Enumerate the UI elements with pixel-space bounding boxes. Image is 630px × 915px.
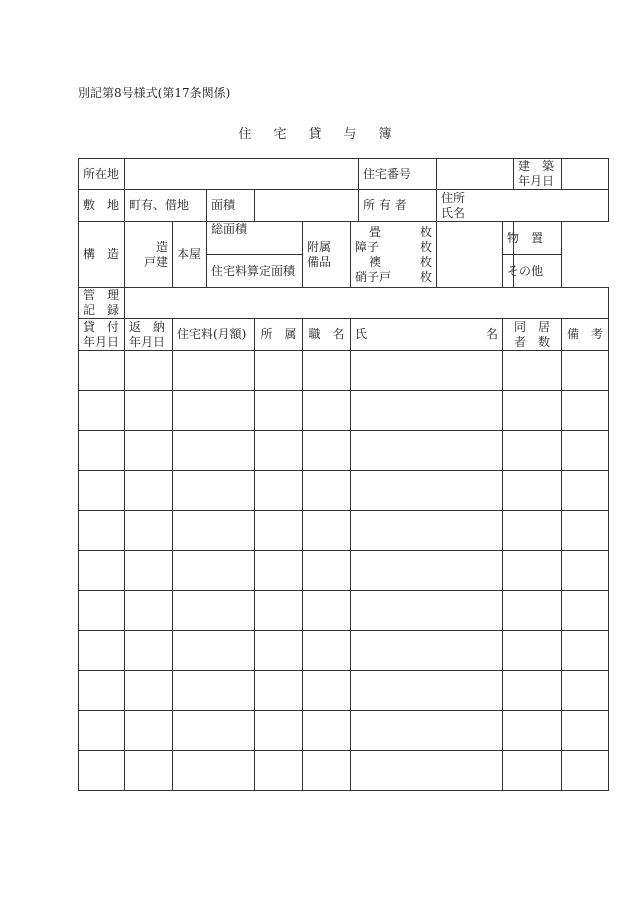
cell-department[interactable] (255, 751, 303, 791)
cell-remarks[interactable] (562, 431, 609, 471)
cell-remarks[interactable] (562, 751, 609, 791)
col-remarks: 備 考 (562, 319, 609, 351)
cell-department[interactable] (255, 431, 303, 471)
cell-rent[interactable] (173, 511, 255, 551)
house-number-label: 住宅番号 (359, 159, 437, 190)
cell-position[interactable] (303, 551, 351, 591)
cell-department[interactable] (255, 551, 303, 591)
structure-type[interactable]: 造 戸建 (125, 222, 173, 288)
table-row (79, 471, 609, 511)
cell-department[interactable] (255, 471, 303, 511)
cell-return-date[interactable] (125, 431, 173, 471)
cell-return-date[interactable] (125, 591, 173, 631)
location-label: 所在地 (79, 159, 125, 190)
cell-lend-date[interactable] (79, 671, 125, 711)
location-value[interactable] (125, 159, 359, 190)
cell-name[interactable] (351, 591, 503, 631)
cell-department[interactable] (255, 671, 303, 711)
table-row (79, 351, 609, 391)
cell-lend-date[interactable] (79, 751, 125, 791)
site-type: 町有、借地 (125, 190, 207, 222)
table-row (79, 671, 609, 711)
management-record-value[interactable] (125, 288, 609, 319)
cell-remarks[interactable] (562, 471, 609, 511)
cell-return-date[interactable] (125, 631, 173, 671)
col-rent: 住宅料(月額) (173, 319, 255, 351)
cell-department[interactable] (255, 631, 303, 671)
form-number-note: 別記第8号様式(第17条関係) (78, 86, 231, 100)
glass-door-count: 硝子戸 枚 (355, 269, 433, 284)
cell-lend-date[interactable] (79, 631, 125, 671)
col-department: 所 属 (255, 319, 303, 351)
col-return-date: 返 納 年月日 (125, 319, 173, 351)
table-row (79, 431, 609, 471)
main-building-label: 本屋 (173, 222, 207, 288)
cell-lend-date[interactable] (79, 591, 125, 631)
cell-return-date[interactable] (125, 551, 173, 591)
cell-rent[interactable] (173, 711, 255, 751)
other-label: その他 (503, 255, 514, 288)
cell-position[interactable] (303, 671, 351, 711)
cell-position[interactable] (303, 631, 351, 671)
table-row (79, 551, 609, 591)
owner-address-name[interactable]: 住所 氏名 (437, 190, 609, 222)
cell-rent[interactable] (173, 551, 255, 591)
cell-rent[interactable] (173, 391, 255, 431)
area-label: 面積 (207, 190, 255, 222)
col-cohabitants: 同 居 者 数 (503, 319, 562, 351)
cell-cohabitants[interactable] (503, 391, 562, 431)
col-name: 氏 名 (351, 319, 503, 351)
register-column-header (79, 319, 609, 351)
cell-name[interactable] (351, 551, 503, 591)
register-entries (79, 351, 609, 791)
cell-return-date[interactable] (125, 711, 173, 751)
row-site (79, 190, 609, 222)
cell-cohabitants[interactable] (503, 591, 562, 631)
cell-lend-date[interactable] (79, 431, 125, 471)
cell-cohabitants[interactable] (503, 551, 562, 591)
cell-name[interactable] (351, 471, 503, 511)
cell-rent[interactable] (173, 351, 255, 391)
table-row (79, 631, 609, 671)
storage-label: 物 置 (503, 222, 514, 255)
shoji-count: 障子 枚 (355, 239, 433, 254)
row-location (79, 159, 609, 190)
cell-position[interactable] (303, 351, 351, 391)
cell-rent[interactable] (173, 671, 255, 711)
total-area-label: 総面積 (207, 222, 303, 255)
built-date-label: 建 築 年月日 (514, 159, 562, 190)
cell-name[interactable] (351, 671, 503, 711)
structure-label: 構 造 (79, 222, 125, 288)
tatami-count: 畳 枚 (369, 224, 433, 239)
table-row (79, 751, 609, 791)
cell-return-date[interactable] (125, 351, 173, 391)
fixtures-spacer (437, 222, 503, 288)
house-number-value[interactable] (437, 159, 514, 190)
document-title: 住宅貸与簿 (238, 127, 414, 142)
fusuma-count: 襖 枚 (369, 254, 433, 269)
cell-name[interactable] (351, 431, 503, 471)
cell-name[interactable] (351, 391, 503, 431)
cell-department[interactable] (255, 711, 303, 751)
owner-label: 所 有 者 (359, 190, 437, 222)
cell-position[interactable] (303, 431, 351, 471)
site-label: 敷 地 (79, 190, 125, 222)
cell-cohabitants[interactable] (503, 671, 562, 711)
annex-equipment-label: 附属 備品 (303, 222, 351, 288)
cell-rent[interactable] (173, 591, 255, 631)
cell-return-date[interactable] (125, 671, 173, 711)
housing-lending-register-form (78, 158, 604, 791)
cell-position[interactable] (303, 591, 351, 631)
cell-cohabitants[interactable] (503, 711, 562, 751)
cell-position[interactable] (303, 751, 351, 791)
cell-lend-date[interactable] (79, 351, 125, 391)
built-date-value[interactable] (562, 159, 609, 190)
cell-department[interactable] (255, 351, 303, 391)
rent-area-label: 住宅料算定面積 (207, 255, 303, 288)
cell-remarks[interactable] (562, 631, 609, 671)
row-management (79, 288, 609, 319)
cell-name[interactable] (351, 511, 503, 551)
cell-department[interactable] (255, 511, 303, 551)
cell-name[interactable] (351, 631, 503, 671)
cell-cohabitants[interactable] (503, 471, 562, 511)
cell-remarks[interactable] (562, 391, 609, 431)
fixtures-count[interactable] (351, 222, 437, 288)
cell-remarks[interactable] (562, 511, 609, 551)
management-record-label: 管 理 記 録 (79, 288, 125, 319)
table-row (79, 391, 609, 431)
cell-department[interactable] (255, 391, 303, 431)
cell-return-date[interactable] (125, 471, 173, 511)
cell-cohabitants[interactable] (503, 351, 562, 391)
cell-remarks[interactable] (562, 551, 609, 591)
table-row (79, 511, 609, 551)
cell-position[interactable] (303, 471, 351, 511)
cell-remarks[interactable] (562, 591, 609, 631)
cell-position[interactable] (303, 711, 351, 751)
cell-name[interactable] (351, 351, 503, 391)
cell-rent[interactable] (173, 471, 255, 511)
cell-return-date[interactable] (125, 511, 173, 551)
cell-cohabitants[interactable] (503, 431, 562, 471)
cell-name[interactable] (351, 751, 503, 791)
cell-cohabitants[interactable] (503, 631, 562, 671)
cell-position[interactable] (303, 391, 351, 431)
cell-cohabitants[interactable] (503, 751, 562, 791)
cell-remarks[interactable] (562, 711, 609, 751)
cell-rent[interactable] (173, 751, 255, 791)
cell-position[interactable] (303, 511, 351, 551)
cell-remarks[interactable] (562, 351, 609, 391)
cell-lend-date[interactable] (79, 551, 125, 591)
area-value[interactable] (255, 190, 359, 222)
row-structure-top (79, 222, 609, 255)
cell-department[interactable] (255, 591, 303, 631)
cell-lend-date[interactable] (79, 511, 125, 551)
table-row (79, 591, 609, 631)
cell-rent[interactable] (173, 431, 255, 471)
col-lend-date: 貸 付 年月日 (79, 319, 125, 351)
cell-rent[interactable] (173, 631, 255, 671)
table-row (79, 711, 609, 751)
cell-remarks[interactable] (562, 671, 609, 711)
cell-return-date[interactable] (125, 391, 173, 431)
cell-name[interactable] (351, 711, 503, 751)
cell-lend-date[interactable] (79, 711, 125, 751)
register-table (78, 158, 609, 791)
cell-cohabitants[interactable] (503, 511, 562, 551)
cell-return-date[interactable] (125, 751, 173, 791)
cell-lend-date[interactable] (79, 471, 125, 511)
col-position: 職 名 (303, 319, 351, 351)
cell-lend-date[interactable] (79, 391, 125, 431)
